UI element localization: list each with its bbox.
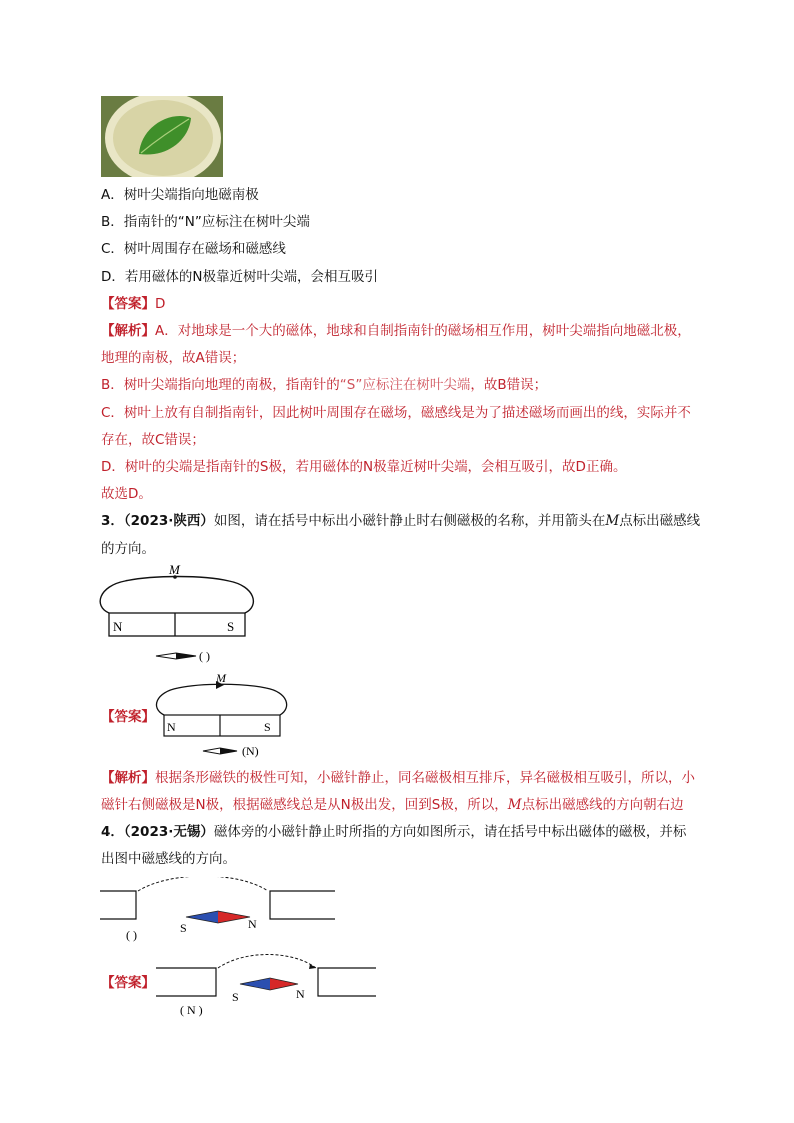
- option-b: B．指南针的“N”应标注在树叶尖端: [101, 214, 310, 230]
- q2-analysis-line-3: [101, 376, 547, 394]
- q3-fig-paren: ( ): [199, 649, 210, 663]
- analysis-text: B．树叶尖端指向地理的南极，指南针的: [101, 377, 340, 393]
- answer-tag: 【答案】: [101, 975, 155, 991]
- leaf-in-water-photo: [101, 96, 223, 177]
- q3-stem-line-2: 的方向。: [101, 541, 155, 557]
- analysis-tag: 【解析】: [101, 323, 155, 339]
- q3-stem: 如图，请在括号中标出小磁针静止时右侧磁极的名称，并用箭头在: [213, 513, 606, 529]
- q4-stem: 磁体旁的小磁针静止时所指的方向如图所示，请在括号中标出磁体的磁极，并标: [213, 824, 687, 840]
- q4-answer-figure: [156, 950, 381, 1022]
- q3-stem-line-1: [101, 512, 700, 530]
- analysis-text: A．对地球是一个大的磁体，地球和自制指南针的磁场相互作用，树叶尖端指向地磁北极，: [155, 323, 691, 339]
- q2-analysis-line-6: D．树叶的尖端是指南针的S极，若用磁体的N极靠近树叶尖端，会相互吸引，故D正确。: [101, 459, 627, 475]
- analysis-text: ，故B错误；: [470, 377, 548, 393]
- q4-fig-n-label: N: [248, 917, 257, 931]
- q4-number: 4．: [101, 824, 124, 840]
- q3-source: （2023·陕西）: [123, 513, 214, 529]
- analysis-text: 根据条形磁铁的极性可知，小磁针静止，同名磁极相互排斥，异名磁极相互吸引，所以，小: [155, 770, 695, 786]
- analysis-text: 磁针右侧磁极是N极，根据磁感线总是从N极出发，回到S极，所以，: [101, 797, 508, 813]
- option-c: C．树叶周围存在磁场和磁感线: [101, 241, 286, 257]
- q3-fig-n-label: N: [113, 619, 123, 634]
- q2-conclusion: 故选D。: [101, 486, 152, 502]
- answer-tag: 【答案】: [101, 709, 155, 725]
- answer-value: D: [155, 296, 166, 312]
- q4-figure-magnets: [100, 877, 340, 947]
- q4-ans-paren: ( N ): [180, 1003, 203, 1017]
- q3-analysis-line-1: [101, 769, 695, 787]
- q3-fig-m-label: M: [169, 562, 180, 577]
- q3-figure-bar-magnet: [95, 562, 260, 667]
- q3-ans-paren: (N): [242, 744, 259, 758]
- q3-fig-s-label: S: [227, 619, 235, 634]
- q3-ans-m-label: M: [216, 671, 226, 685]
- q4-stem-line-2: 出图中磁感线的方向。: [101, 851, 236, 867]
- analysis-highlight: “S”应标注在树叶尖端: [339, 377, 471, 393]
- q2-answer-line: [101, 295, 165, 313]
- q4-stem-line-1: [101, 823, 686, 841]
- q4-answer-line: [101, 974, 155, 992]
- option-a: A．树叶尖端指向地磁南极: [101, 187, 259, 203]
- answer-tag: 【答案】: [101, 296, 155, 312]
- q2-analysis-line-2: 地理的南极，故A错误；: [101, 350, 246, 366]
- analysis-m: M: [507, 797, 522, 813]
- option-d: D．若用磁体的N极靠近树叶尖端，会相互吸引: [101, 269, 378, 285]
- analysis-text: 点标出磁感线的方向朝右边: [521, 797, 684, 813]
- q3-ans-n-label: N: [167, 720, 176, 734]
- q3-answer-figure: [152, 670, 292, 762]
- analysis-tag: 【解析】: [101, 770, 155, 786]
- q3-ans-s-label: S: [264, 720, 271, 734]
- q4-ans-s-label: S: [232, 990, 239, 1004]
- q3-stem: 点标出磁感线: [619, 513, 701, 529]
- q2-analysis-line-1: [101, 322, 691, 340]
- q4-source: （2023·无锡）: [123, 824, 214, 840]
- q2-analysis-line-5: 存在，故C错误；: [101, 432, 205, 448]
- q3-analysis-line-2: [101, 796, 684, 814]
- q3-number: 3．: [101, 513, 124, 529]
- q3-stem-m: M: [605, 513, 620, 529]
- q2-analysis-line-4: C．树叶上放有自制指南针，因此树叶周围存在磁场，磁感线是为了描述磁场而画出的线，实际并不: [101, 405, 691, 421]
- q4-ans-n-label: N: [296, 987, 305, 1001]
- q4-fig-paren: ( ): [126, 928, 137, 942]
- q4-fig-s-label: S: [180, 921, 187, 935]
- q3-answer-line: [101, 708, 155, 726]
